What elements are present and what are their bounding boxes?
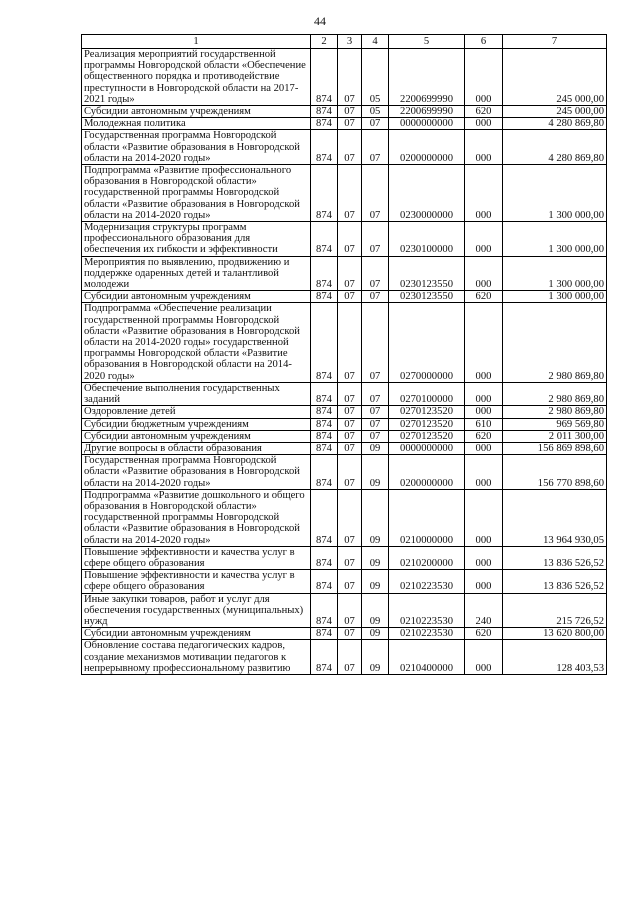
subsection-cell: 05 <box>362 49 389 106</box>
amount-cell: 2 011 300,00 <box>503 430 607 442</box>
target-article-cell: 0210223530 <box>389 570 465 593</box>
amount-cell: 1 300 000,00 <box>503 165 607 222</box>
amount-cell: 2 980 869,80 <box>503 406 607 418</box>
subsection-cell: 07 <box>362 418 389 430</box>
column-header: 1 <box>82 35 311 49</box>
expense-type-cell: 000 <box>465 130 503 165</box>
section-cell: 07 <box>338 406 362 418</box>
expense-type-cell: 000 <box>465 546 503 569</box>
expense-type-cell: 000 <box>465 165 503 222</box>
expense-type-cell: 620 <box>465 430 503 442</box>
amount-cell: 156 869 898,60 <box>503 442 607 454</box>
subsection-cell: 09 <box>362 489 389 546</box>
code-cell: 874 <box>311 418 338 430</box>
subsection-cell: 07 <box>362 430 389 442</box>
code-cell: 874 <box>311 640 338 675</box>
target-article-cell: 0210000000 <box>389 489 465 546</box>
table-row <box>82 406 607 418</box>
section-cell: 07 <box>338 165 362 222</box>
amount-cell: 1 300 000,00 <box>503 222 607 257</box>
table-row <box>82 418 607 430</box>
amount-cell: 2 980 869,80 <box>503 303 607 382</box>
row-name-cell: Субсидии автономным учреждениям <box>82 106 311 118</box>
section-cell: 07 <box>338 118 362 130</box>
target-article-cell: 0230123550 <box>389 256 465 291</box>
table-row <box>82 455 607 490</box>
section-cell: 07 <box>338 570 362 593</box>
expense-type-cell: 000 <box>465 382 503 405</box>
row-name-cell: Подпрограмма «Развитие профессионального образования в Новгородской области» государственной программы Новгородской области «Развитие образования в Новгородской области на 2014-2020 годы» <box>82 165 311 222</box>
table-row <box>82 593 607 628</box>
table-row <box>82 130 607 165</box>
code-cell: 874 <box>311 222 338 257</box>
code-cell: 874 <box>311 430 338 442</box>
target-article-cell: 2200699990 <box>389 49 465 106</box>
expense-type-cell: 000 <box>465 406 503 418</box>
target-article-cell: 0210223530 <box>389 628 465 640</box>
amount-cell: 156 770 898,60 <box>503 455 607 490</box>
expense-type-cell: 610 <box>465 418 503 430</box>
section-cell: 07 <box>338 430 362 442</box>
section-cell: 07 <box>338 382 362 405</box>
expense-type-cell: 000 <box>465 489 503 546</box>
subsection-cell: 09 <box>362 593 389 628</box>
subsection-cell: 07 <box>362 130 389 165</box>
table-row <box>82 118 607 130</box>
amount-cell: 13 836 526,52 <box>503 570 607 593</box>
section-cell: 07 <box>338 628 362 640</box>
subsection-cell: 07 <box>362 222 389 257</box>
target-article-cell: 0210200000 <box>389 546 465 569</box>
expense-type-cell: 620 <box>465 106 503 118</box>
subsection-cell: 09 <box>362 442 389 454</box>
expense-type-cell: 620 <box>465 291 503 303</box>
target-article-cell: 2200699990 <box>389 106 465 118</box>
section-cell: 07 <box>338 222 362 257</box>
section-cell: 07 <box>338 442 362 454</box>
table-row <box>82 382 607 405</box>
code-cell: 874 <box>311 303 338 382</box>
code-cell: 874 <box>311 106 338 118</box>
subsection-cell: 07 <box>362 291 389 303</box>
column-header: 2 <box>311 35 338 49</box>
amount-cell: 13 964 930,05 <box>503 489 607 546</box>
code-cell: 874 <box>311 593 338 628</box>
target-article-cell: 0200000000 <box>389 455 465 490</box>
code-cell: 874 <box>311 291 338 303</box>
row-name-cell: Другие вопросы в области образования <box>82 442 311 454</box>
expense-type-cell: 000 <box>465 118 503 130</box>
table-row <box>82 442 607 454</box>
section-cell: 07 <box>338 106 362 118</box>
table-row <box>82 165 607 222</box>
code-cell: 874 <box>311 570 338 593</box>
subsection-cell: 09 <box>362 570 389 593</box>
table-row <box>82 640 607 675</box>
column-header: 4 <box>362 35 389 49</box>
amount-cell: 13 836 526,52 <box>503 546 607 569</box>
expense-type-cell: 000 <box>465 256 503 291</box>
row-name-cell: Молодежная политика <box>82 118 311 130</box>
table-header-row <box>82 35 607 49</box>
section-cell: 07 <box>338 640 362 675</box>
target-article-cell: 0230123550 <box>389 291 465 303</box>
amount-cell: 245 000,00 <box>503 106 607 118</box>
code-cell: 874 <box>311 455 338 490</box>
table-body <box>82 49 607 675</box>
page-number: 44 <box>314 14 326 28</box>
code-cell: 874 <box>311 118 338 130</box>
row-name-cell: Подпрограмма «Обеспечение реализации государственной программы Новгородской области «Развитие образования в Новгородской области на 2014-2020 годы» государственной программы Новгородской области «Развитие образования в Новгородской области на 2014-2020 годы» <box>82 303 311 382</box>
row-name-cell: Повышение эффективности и качества услуг в сфере общего образования <box>82 570 311 593</box>
expense-type-cell: 000 <box>465 455 503 490</box>
code-cell: 874 <box>311 130 338 165</box>
subsection-cell: 09 <box>362 455 389 490</box>
amount-cell: 128 403,53 <box>503 640 607 675</box>
row-name-cell: Подпрограмма «Развитие дошкольного и общего образования в Новгородской области» государственной программы Новгородской области «Развитие образования в Новгородской области на 2014-2020 годы» <box>82 489 311 546</box>
subsection-cell: 07 <box>362 303 389 382</box>
expense-type-cell: 000 <box>465 640 503 675</box>
row-name-cell: Субсидии автономным учреждениям <box>82 430 311 442</box>
target-article-cell: 0230000000 <box>389 165 465 222</box>
section-cell: 07 <box>338 256 362 291</box>
code-cell: 874 <box>311 406 338 418</box>
row-name-cell: Модернизация структуры программ профессионального образования для обеспечения их гибкости и эффективности <box>82 222 311 257</box>
amount-cell: 215 726,52 <box>503 593 607 628</box>
row-name-cell: Реализация мероприятий государственной программы Новгородской области «Обеспечение общественного порядка и противодействие преступности в Новгородской области на 2017-2021 годы» <box>82 49 311 106</box>
target-article-cell: 0000000000 <box>389 442 465 454</box>
section-cell: 07 <box>338 291 362 303</box>
subsection-cell: 07 <box>362 256 389 291</box>
section-cell: 07 <box>338 455 362 490</box>
target-article-cell: 0210400000 <box>389 640 465 675</box>
amount-cell: 969 569,80 <box>503 418 607 430</box>
row-name-cell: Субсидии автономным учреждениям <box>82 291 311 303</box>
row-name-cell: Субсидии бюджетным учреждениям <box>82 418 311 430</box>
amount-cell: 1 300 000,00 <box>503 291 607 303</box>
section-cell: 07 <box>338 546 362 569</box>
expense-type-cell: 000 <box>465 49 503 106</box>
code-cell: 874 <box>311 628 338 640</box>
subsection-cell: 07 <box>362 118 389 130</box>
expense-type-cell: 000 <box>465 303 503 382</box>
expense-type-cell: 000 <box>465 442 503 454</box>
target-article-cell: 0210223530 <box>389 593 465 628</box>
table-row <box>82 222 607 257</box>
code-cell: 874 <box>311 49 338 106</box>
table-row <box>82 570 607 593</box>
subsection-cell: 09 <box>362 628 389 640</box>
table-row <box>82 628 607 640</box>
table-row <box>82 546 607 569</box>
section-cell: 07 <box>338 303 362 382</box>
expense-type-cell: 000 <box>465 222 503 257</box>
table-row <box>82 49 607 106</box>
amount-cell: 4 280 869,80 <box>503 130 607 165</box>
row-name-cell: Повышение эффективности и качества услуг в сфере общего образования <box>82 546 311 569</box>
row-name-cell: Обновление состава педагогических кадров, создание механизмов мотивации педагогов к непрерывному профессиональному развитию <box>82 640 311 675</box>
expense-type-cell: 000 <box>465 570 503 593</box>
amount-cell: 245 000,00 <box>503 49 607 106</box>
table-row <box>82 303 607 382</box>
subsection-cell: 09 <box>362 640 389 675</box>
table-row <box>82 291 607 303</box>
section-cell: 07 <box>338 489 362 546</box>
expense-type-cell: 240 <box>465 593 503 628</box>
subsection-cell: 07 <box>362 382 389 405</box>
amount-cell: 2 980 869,80 <box>503 382 607 405</box>
row-name-cell: Мероприятия по выявлению, продвижению и поддержке одаренных детей и талантливой молодежи <box>82 256 311 291</box>
row-name-cell: Государственная программа Новгородской области «Развитие образования в Новгородской области на 2014-2020 годы» <box>82 130 311 165</box>
row-name-cell: Государственная программа Новгородской области «Развитие образования в Новгородской области на 2014-2020 годы» <box>82 455 311 490</box>
target-article-cell: 0270123520 <box>389 406 465 418</box>
column-header: 6 <box>465 35 503 49</box>
code-cell: 874 <box>311 165 338 222</box>
budget-table <box>81 34 607 675</box>
target-article-cell: 0270000000 <box>389 303 465 382</box>
row-name-cell: Оздоровление детей <box>82 406 311 418</box>
expense-type-cell: 620 <box>465 628 503 640</box>
table-row <box>82 489 607 546</box>
target-article-cell: 0270123520 <box>389 430 465 442</box>
table-row <box>82 430 607 442</box>
target-article-cell: 0200000000 <box>389 130 465 165</box>
subsection-cell: 07 <box>362 165 389 222</box>
target-article-cell: 0000000000 <box>389 118 465 130</box>
subsection-cell: 09 <box>362 546 389 569</box>
code-cell: 874 <box>311 489 338 546</box>
target-article-cell: 0270100000 <box>389 382 465 405</box>
subsection-cell: 05 <box>362 106 389 118</box>
target-article-cell: 0230100000 <box>389 222 465 257</box>
column-header: 7 <box>503 35 607 49</box>
target-article-cell: 0270123520 <box>389 418 465 430</box>
amount-cell: 1 300 000,00 <box>503 256 607 291</box>
section-cell: 07 <box>338 130 362 165</box>
code-cell: 874 <box>311 442 338 454</box>
subsection-cell: 07 <box>362 406 389 418</box>
row-name-cell: Субсидии автономным учреждениям <box>82 628 311 640</box>
table-row <box>82 106 607 118</box>
section-cell: 07 <box>338 418 362 430</box>
code-cell: 874 <box>311 546 338 569</box>
section-cell: 07 <box>338 49 362 106</box>
row-name-cell: Обеспечение выполнения государственных заданий <box>82 382 311 405</box>
amount-cell: 4 280 869,80 <box>503 118 607 130</box>
column-header: 5 <box>389 35 465 49</box>
section-cell: 07 <box>338 593 362 628</box>
row-name-cell: Иные закупки товаров, работ и услуг для обеспечения государственных (муниципальных) нужд <box>82 593 311 628</box>
table-row <box>82 256 607 291</box>
code-cell: 874 <box>311 382 338 405</box>
code-cell: 874 <box>311 256 338 291</box>
amount-cell: 13 620 800,00 <box>503 628 607 640</box>
column-header: 3 <box>338 35 362 49</box>
